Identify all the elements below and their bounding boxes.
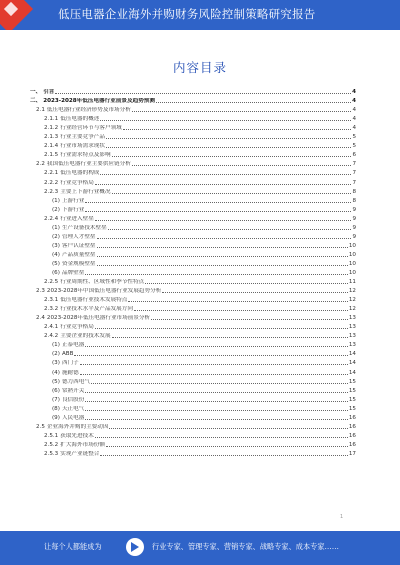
toc-entry-number: (1) [52, 224, 60, 231]
toc-entry-title: 天正电气 [61, 405, 85, 412]
toc-leader-dots [132, 165, 352, 166]
page-header [0, 0, 400, 30]
toc-entry[interactable] [30, 294, 356, 303]
toc-leader-dots [112, 337, 348, 338]
toc-entry-page: 10 [348, 260, 356, 267]
toc-leader-dots [95, 220, 352, 221]
toc-entry-page: 15 [348, 378, 356, 385]
report-title: 低压电器企业海外并购财务风险控制策略研究报告 [58, 7, 316, 21]
toc-entry-page: 6 [352, 152, 356, 159]
toc-entry-page: 17 [348, 450, 356, 457]
toc-entry-title: 行业周期性、区域性和季节性特点 [60, 279, 145, 286]
toc-entry-title: 西门子 [61, 360, 79, 367]
toc-leader-dots [106, 446, 348, 447]
toc-entry-number: (8) [52, 405, 60, 412]
toc-entry-page: 9 [352, 233, 356, 240]
toc-entry-page: 4 [352, 98, 356, 105]
toc-entry-number: 2.1.5 [44, 152, 59, 159]
toc-entry-number: 2.3.2 [44, 306, 59, 313]
toc-entry-title: 低压电器的构成 [60, 170, 100, 177]
toc-entry-title: 品牌壁垒 [61, 269, 85, 276]
toc-entry[interactable] [30, 186, 356, 195]
toc-entry-number: 2.5 [36, 423, 45, 430]
toc-leader-dots [91, 383, 348, 384]
toc-leader-dots [132, 111, 352, 112]
toc-leader-dots [97, 265, 348, 266]
toc-entry-title: 主要企业的技术发展 [60, 333, 111, 340]
toc-entry[interactable] [30, 339, 356, 348]
toc-entry-title: 低压电器的概述 [60, 116, 100, 123]
toc-entry-title: 上游行业 [61, 197, 85, 204]
toc-leader-dots [145, 283, 348, 284]
toc-leader-dots [162, 292, 348, 293]
toc-entry-number: 二、 [30, 98, 42, 105]
toc-leader-dots [100, 455, 347, 456]
toc-entry-page: 9 [352, 215, 356, 222]
toc-entry-page: 10 [348, 242, 356, 249]
toc-entry-page: 5 [352, 143, 356, 150]
toc-entry-title: 行业经营环节与客户领域 [60, 125, 122, 132]
toc-entry-title: 低压电器行业经济形势及市场分析 [46, 107, 131, 114]
toc-entry[interactable] [30, 140, 356, 149]
toc-entry-title: 行业主要竞争产品 [60, 134, 105, 141]
toc-entry-title: 引言 [43, 89, 55, 96]
toc-entry-page: 15 [348, 387, 356, 394]
toc-entry-number: 一、 [30, 89, 42, 96]
toc-entry-page: 11 [348, 279, 356, 286]
toc-entry-title: 客户认证壁垒 [61, 242, 96, 249]
toc-entry-title: 生产设备技术壁垒 [61, 224, 107, 231]
toc-entry-number: 2.3.1 [44, 297, 59, 304]
toc-entry-title: 主要上下游行业概况 [60, 188, 111, 195]
toc-entry[interactable] [30, 231, 356, 240]
toc-entry-title: 行业市场需求现状 [60, 143, 105, 150]
toc-entry[interactable] [30, 394, 356, 403]
toc-entry-number: 2.1.2 [44, 125, 59, 132]
toc-entry[interactable] [30, 113, 356, 122]
toc-leader-dots [85, 211, 351, 212]
toc-entry[interactable] [30, 276, 356, 285]
toc-leader-dots [100, 174, 351, 175]
toc-entry-title: 我国低压电器行业主要供应链分析 [46, 161, 131, 168]
toc-entry-page: 7 [352, 179, 356, 186]
toc-entry[interactable] [30, 104, 356, 113]
toc-entry-page: 10 [348, 251, 356, 258]
toc-entry[interactable] [30, 158, 356, 167]
toc-entry-title: 产品质量壁垒 [61, 251, 96, 258]
toc-entry[interactable] [30, 303, 356, 312]
toc-entry-number: (2) [52, 351, 60, 358]
page-number: 1 [340, 514, 344, 520]
toc-leader-dots [55, 93, 351, 94]
toc-entry-number: 2.4.1 [44, 324, 59, 331]
toc-leader-dots [85, 401, 348, 402]
toc-entry[interactable] [30, 149, 356, 158]
toc-leader-dots [134, 310, 348, 311]
toc-entry-title: 行业竞争格局 [60, 179, 94, 186]
toc-entry-page: 16 [348, 432, 356, 439]
toc-entry-page: 14 [348, 360, 356, 367]
toc-entry-number: (4) [52, 369, 60, 376]
toc-entry-page: 14 [348, 369, 356, 376]
toc-leader-dots [112, 156, 352, 157]
toc-entry-number: 2.4.2 [44, 333, 59, 340]
toc-entry-number: 2.2.1 [44, 170, 59, 177]
toc-leader-dots [85, 274, 348, 275]
toc-heading: 内容目录 [172, 60, 227, 75]
toc-entry-number: 2.1.1 [44, 116, 59, 123]
toc-entry[interactable] [30, 267, 356, 276]
toc-entry-page: 12 [348, 297, 356, 304]
toc-entry[interactable] [30, 86, 356, 95]
toc-entry-page: 12 [348, 288, 356, 295]
toc-leader-dots [109, 428, 347, 429]
toc-entry[interactable] [30, 131, 356, 140]
toc-entry-title: 常熟开关 [61, 387, 85, 394]
toc-leader-dots [80, 364, 348, 365]
toc-entry-number: 2.5.1 [44, 432, 59, 439]
toc-entry[interactable] [30, 240, 356, 249]
toc-entry[interactable] [30, 357, 356, 366]
toc-entry[interactable] [30, 421, 356, 430]
toc-entry-page: 13 [348, 333, 356, 340]
page-footer [0, 531, 400, 565]
toc-entry-number: (9) [52, 414, 60, 421]
toc-entry-page: 4 [352, 89, 356, 96]
toc-entry[interactable] [30, 222, 356, 231]
toc-entry-number: (4) [52, 251, 60, 258]
toc-leader-dots [151, 319, 348, 320]
toc-entry-title: 行业竞争格局 [60, 324, 94, 331]
toc-leader-dots [106, 147, 351, 148]
toc-entry-title: 施耐德 [61, 369, 79, 376]
toc-entry-title: 低压电器行业技术发展特点 [60, 297, 128, 304]
toc-leader-dots [74, 355, 347, 356]
toc-leader-dots [123, 129, 352, 130]
toc-entry-number: 2.2.5 [44, 279, 59, 286]
toc-leader-dots [128, 301, 348, 302]
arrow-icon [126, 538, 144, 556]
header-corner-decoration [0, 0, 33, 30]
toc-leader-dots [95, 437, 348, 438]
toc-entry-number: (7) [52, 396, 60, 403]
toc-entry-number: (5) [52, 260, 60, 267]
toc-leader-dots [112, 193, 352, 194]
toc-entry-number: 2.5.2 [44, 441, 59, 448]
toc-entry-page: 5 [352, 134, 356, 141]
toc-entry-number: 2.2.3 [44, 188, 59, 195]
toc-entry-page: 13 [348, 315, 356, 322]
toc-entry-title: 行业技术水平及产品发展方向 [60, 306, 133, 313]
toc-entry[interactable] [30, 412, 356, 421]
toc-entry-number: (2) [52, 206, 60, 213]
toc-entry-number: (6) [52, 387, 60, 394]
toc-entry-number: 2.2.2 [44, 179, 59, 186]
toc-entry-page: 9 [352, 206, 356, 213]
toc-entry[interactable] [30, 122, 356, 131]
toc-entry-number: 2.3 [36, 288, 45, 295]
toc-entry[interactable] [30, 167, 356, 176]
toc-entry[interactable] [30, 213, 356, 222]
toc-entry-number: (3) [52, 360, 60, 367]
toc-entry-number: (1) [52, 197, 60, 204]
table-of-contents [30, 86, 356, 457]
toc-entry-page: 12 [348, 306, 356, 313]
toc-entry-page: 15 [348, 396, 356, 403]
toc-entry-page: 16 [348, 423, 356, 430]
toc-leader-dots [95, 184, 352, 185]
toc-entry-title: 德力西电气 [61, 378, 90, 385]
toc-entry-title: 管理人才壁垒 [61, 233, 96, 240]
toc-entry-title: 2023-2028年低压电器行业前景及趋势预测 [43, 98, 155, 105]
toc-entry-title: 下游行业 [61, 206, 85, 213]
toc-entry-page: 4 [352, 116, 356, 123]
toc-entry-page: 8 [352, 188, 356, 195]
toc-entry[interactable] [30, 321, 356, 330]
toc-entry-number: (3) [52, 242, 60, 249]
toc-entry[interactable] [30, 204, 356, 213]
toc-leader-dots [97, 238, 352, 239]
toc-entry-page: 4 [352, 125, 356, 132]
toc-leader-dots [85, 202, 351, 203]
toc-entry-page: 14 [348, 351, 356, 358]
toc-entry-page: 4 [352, 107, 356, 114]
toc-entry-title: 行业需求特点及影响 [60, 152, 111, 159]
toc-entry-number: 2.1.4 [44, 143, 59, 150]
toc-entry[interactable] [30, 403, 356, 412]
toc-entry[interactable] [30, 448, 356, 457]
toc-entry-page: 16 [348, 441, 356, 448]
toc-entry-title: ABB [61, 351, 74, 358]
footer-slogan-right: 行业专家、管理专家、营销专家、战略专家、成本专家…… [152, 542, 339, 551]
toc-entry-title: 获取先进技术 [60, 432, 94, 439]
toc-entry[interactable] [30, 376, 356, 385]
toc-leader-dots [97, 256, 348, 257]
toc-entry-number: 2.2.4 [44, 215, 59, 222]
footer-slogan-left: 让每个人都能成为 [44, 542, 102, 551]
toc-entry-page: 16 [348, 414, 356, 421]
toc-entry[interactable] [30, 366, 356, 375]
toc-entry-number: 2.1.3 [44, 134, 59, 141]
toc-leader-dots [95, 328, 348, 329]
toc-entry[interactable] [30, 285, 356, 294]
toc-entry-page: 10 [348, 269, 356, 276]
toc-entry[interactable] [30, 430, 356, 439]
toc-entry-number: (6) [52, 269, 60, 276]
toc-entry-title: 企业海外并购的主要动因 [46, 423, 109, 430]
toc-entry[interactable] [30, 95, 356, 104]
toc-entry-title: 2023-2028年中国低压电器行业发展趋势分析 [46, 288, 162, 295]
toc-entry-page: 15 [348, 405, 356, 412]
toc-entry-title: 人民电器 [61, 414, 85, 421]
toc-entry-page: 13 [348, 342, 356, 349]
toc-leader-dots [108, 229, 352, 230]
toc-leader-dots [85, 410, 348, 411]
toc-entry-title: 正泰电器 [61, 342, 85, 349]
toc-entry[interactable] [30, 249, 356, 258]
toc-entry[interactable] [30, 176, 356, 185]
toc-entry-page: 8 [352, 197, 356, 204]
toc-leader-dots [156, 102, 351, 103]
toc-entry-page: 13 [348, 324, 356, 331]
toc-entry[interactable] [30, 195, 356, 204]
toc-entry-title: 行业进入壁垒 [60, 215, 94, 222]
toc-entry-page: 7 [352, 161, 356, 168]
toc-leader-dots [106, 138, 351, 139]
toc-entry[interactable] [30, 385, 356, 394]
toc-leader-dots [97, 247, 348, 248]
toc-entry-number: (2) [52, 233, 60, 240]
toc-leader-dots [85, 419, 348, 420]
toc-leader-dots [85, 346, 348, 347]
toc-entry-title: 良信股份 [61, 396, 85, 403]
toc-entry-number: 2.5.3 [44, 450, 59, 457]
toc-entry-number: (5) [52, 378, 60, 385]
toc-entry[interactable] [30, 330, 356, 339]
toc-entry-title: 实现产业链整合 [60, 450, 100, 457]
toc-entry[interactable] [30, 312, 356, 321]
toc-entry-page: 7 [352, 170, 356, 177]
toc-entry-number: 2.1 [36, 107, 45, 114]
toc-entry-number: (1) [52, 342, 60, 349]
toc-entry-title: 2023-2028年低压电器行业市场前景分析 [46, 315, 151, 322]
toc-entry-title: 扩大海外市场份额 [60, 441, 105, 448]
toc-entry[interactable] [30, 348, 356, 357]
toc-entry[interactable] [30, 258, 356, 267]
toc-leader-dots [80, 374, 348, 375]
toc-entry-number: 2.2 [36, 161, 45, 168]
toc-entry-title: 资金规模壁垒 [61, 260, 96, 267]
toc-leader-dots [100, 120, 351, 121]
toc-entry-page: 9 [352, 224, 356, 231]
toc-entry[interactable] [30, 439, 356, 448]
toc-leader-dots [85, 392, 348, 393]
toc-entry-number: 2.4 [36, 315, 45, 322]
